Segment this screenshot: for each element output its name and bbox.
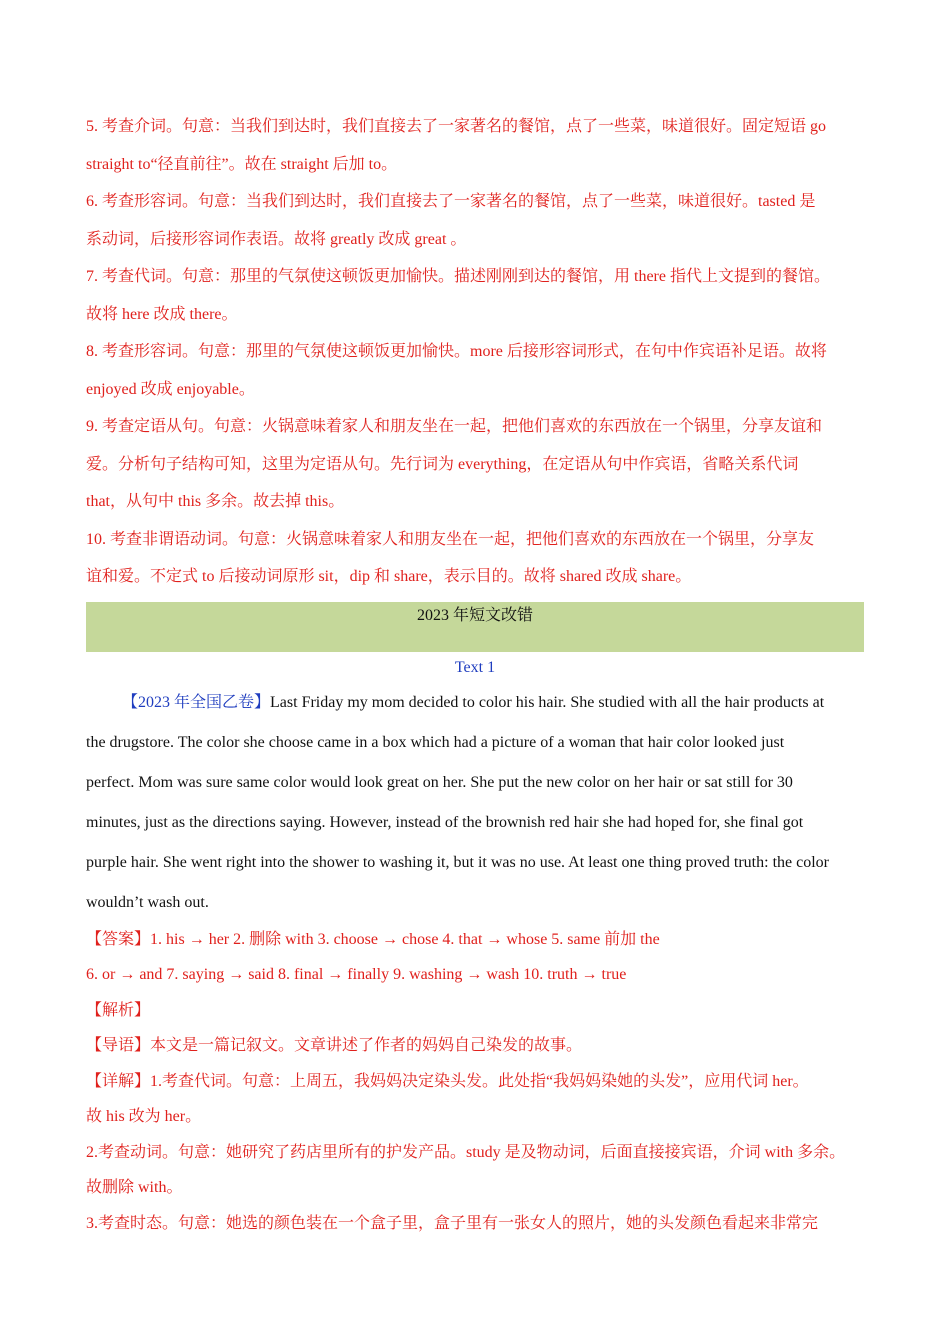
explanation-line: 系动词，后接形容词作表语。故将 greatly 改成 great 。 <box>86 230 467 248</box>
passage-line: perfect. Mom was sure same color would look great on her. She put the new color on her hair or sat still for 30 <box>86 773 793 791</box>
passage-source-tag: 【2023 年全国乙卷】 <box>122 693 271 711</box>
explanation-line: 8. 考查形容词。句意：那里的气氛使这顿饭更加愉快。more 后接形容词形式，在句中作宾语补足语。故将 <box>86 343 827 360</box>
explanation-line: 故将 here 改成 there。 <box>86 305 238 323</box>
explanation-line: enjoyed 改成 enjoyable。 <box>86 380 255 398</box>
answer-block <box>86 922 876 993</box>
explanation-line: 7. 考查代词。句意：那里的气氛使这顿饭更加愉快。描述刚刚到达的餐馆，用 there 指代上文提到的餐馆。 <box>86 268 830 285</box>
passage-line-text: Last Friday my mom decided to color his hair. She studied with all the hair products at <box>270 693 825 711</box>
explanation-line: 爱。分析句子结构可知，这里为定语从句。先行词为 everything，在定语从句中作宾语，省略关系代词 <box>86 455 799 473</box>
detail-line <box>86 1064 876 1100</box>
passage <box>86 684 876 922</box>
passage-line: purple hair. She went right into the shower to washing it, but it was no use. At least one thing proved truth: the color <box>86 853 829 871</box>
explanation-line: 10. 考查非谓语动词。句意：火锅意味着家人和朋友坐在一起，把他们喜欢的东西放在一个锅里，分享友 <box>86 530 815 548</box>
detail-text: 1.考查代词。句意：上周五，我妈妈决定染头发。此处指“我妈妈染她的头发”，应用代词 her。 <box>150 1072 809 1090</box>
section-banner-title: 2023 年短文改错 <box>416 606 533 624</box>
detail-line: 故删除 with。 <box>86 1179 183 1196</box>
passage-line: the drugstore. The color she choose came in a box which had a picture of a woman that hair color looked just <box>86 733 785 751</box>
answer-line: 6. or → and 7. saying → said 8. final → finally 9. washing → wash 10. truth → true <box>86 966 627 983</box>
text-title: Text 1 <box>454 658 496 676</box>
guide-label: 【导语】 <box>86 1037 151 1054</box>
detail-line: 2.考查动词。句意：她研究了药店里所有的护发产品。study 是及物动词，后面直接接宾语，介词 with 多余。 <box>86 1143 846 1161</box>
explanation-line: straight to“径直前往”。故在 straight 后加 to。 <box>86 155 398 173</box>
detail-line: 故 his 改为 her。 <box>86 1108 202 1125</box>
guide-line <box>86 1028 876 1064</box>
answer-line <box>86 922 876 958</box>
answer-label: 【答案】 <box>86 930 151 948</box>
detail-label: 【详解】 <box>86 1072 151 1090</box>
explanation-line: 6. 考查形容词。句意：当我们到达时，我们直接去了一家著名的餐馆，点了一些菜，味道很好。tasted 是 <box>86 193 816 210</box>
detail-line: 3.考查时态。句意：她选的颜色装在一个盒子里，盒子里有一张女人的照片，她的头发颜色看起来非常完 <box>86 1214 819 1232</box>
explanation-line: 谊和爱。不定式 to 后接动词原形 sit，dip 和 share，表示目的。故将 shared 改成 share。 <box>86 568 692 585</box>
document-content <box>86 108 876 1241</box>
answer-text: 1. his → her 2. 删除 with 3. choose → chose 4. that → whose 5. same 前加 the <box>150 930 660 948</box>
analysis-label: 【解析】 <box>86 1001 151 1019</box>
detail-block <box>86 1064 876 1242</box>
previous-explanations <box>86 108 876 596</box>
passage-line: wouldn’t wash out. <box>86 893 209 911</box>
section-banner <box>86 602 864 652</box>
explanation-line: 9. 考查定语从句。句意：火锅意味着家人和朋友坐在一起，把他们喜欢的东西放在一个锅里，分享友谊和 <box>86 418 823 435</box>
passage-line: minutes, just as the directions saying. However, instead of the brownish red hair she had hoped for, she final got <box>86 813 804 831</box>
guide-text: 本文是一篇记叙文。文章讲述了作者的妈妈自己染发的故事。 <box>150 1037 583 1054</box>
passage-line <box>86 684 876 722</box>
explanation-line: 5. 考查介词。句意：当我们到达时，我们直接去了一家著名的餐馆，点了一些菜，味道很好。固定短语 go <box>86 118 827 135</box>
explanation-line: that，从句中 this 多余。故去掉 this。 <box>86 493 345 510</box>
